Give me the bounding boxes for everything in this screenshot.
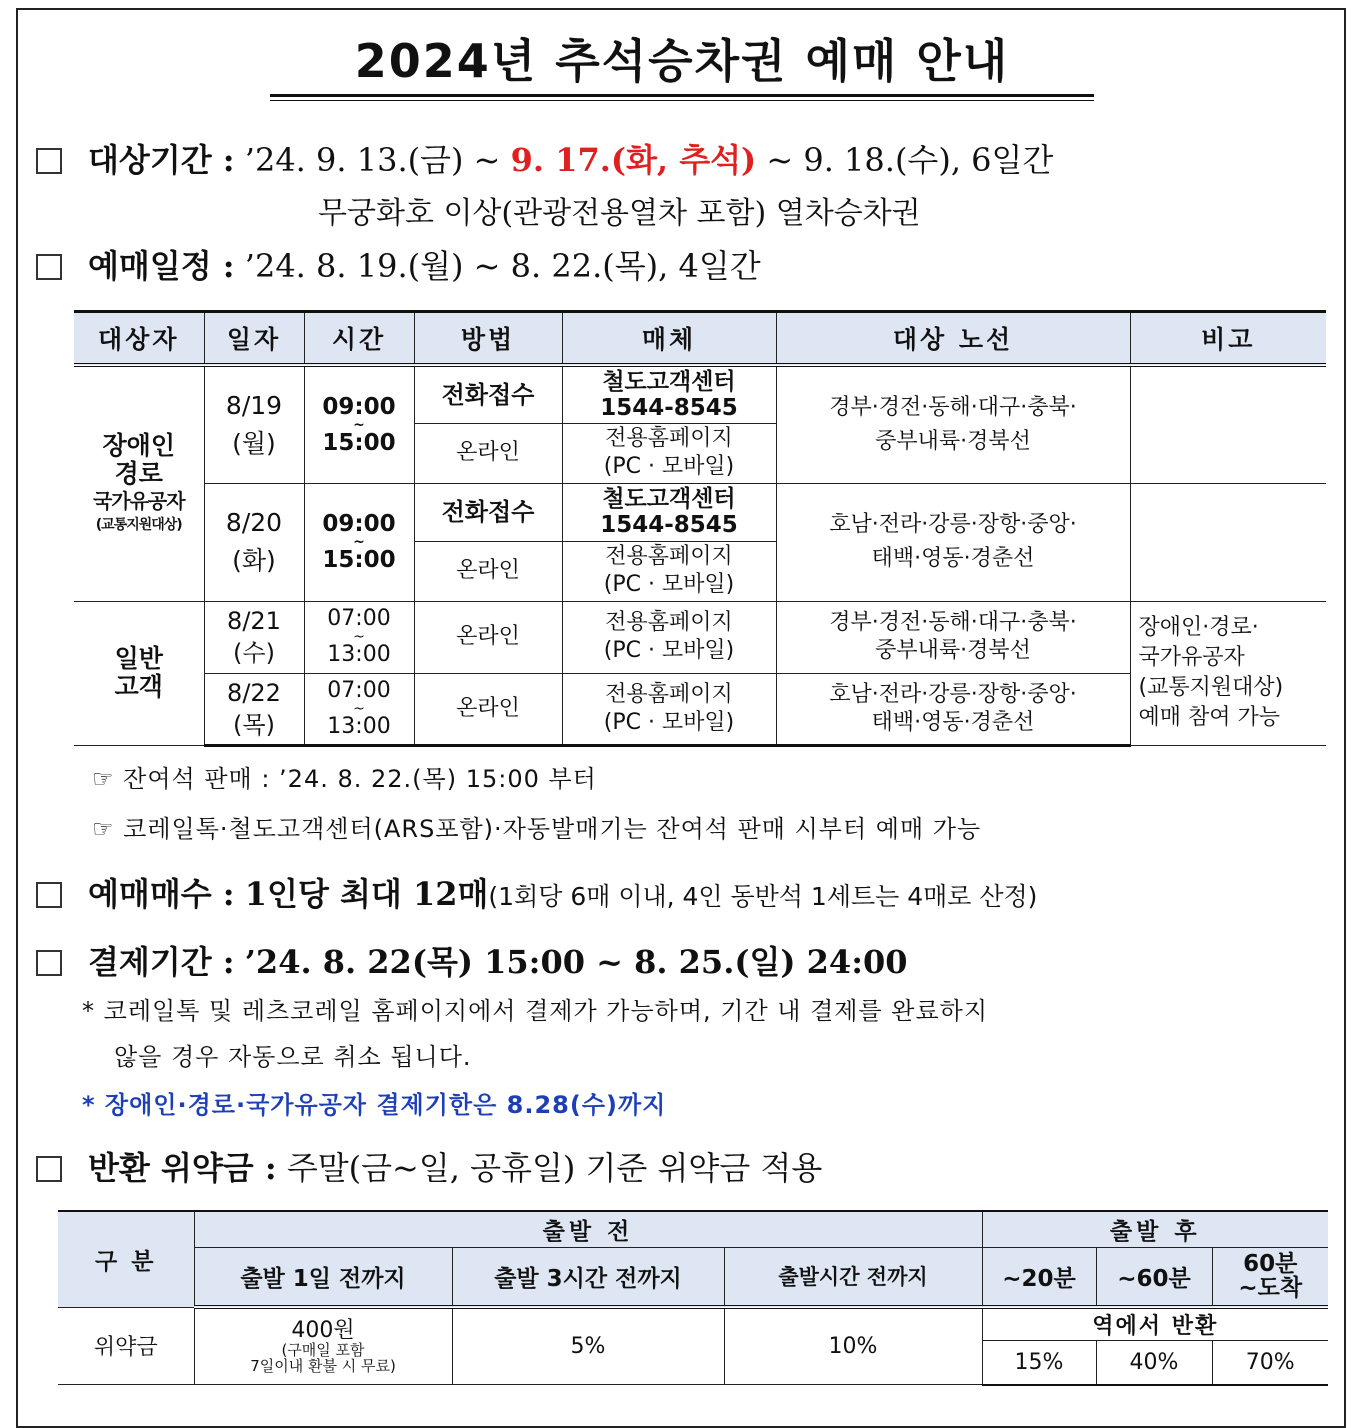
group-label: 국가유공자 (92, 488, 185, 513)
asterisk-icon: * (82, 997, 95, 1025)
payment-period: ’24. 8. 22(목) 15:00 ~ 8. 25.(일) 24:00 (244, 943, 908, 981)
period-text-holiday: 9. 17.(화, 추석) (510, 141, 757, 179)
page-title: 2024년 추석승차권 예매 안내 (354, 34, 1010, 88)
schedule-section (36, 244, 761, 288)
row-label: 위약금 (58, 1307, 194, 1385)
media-line: 철도고객센터 (602, 486, 736, 512)
remark-line: (교통지원대상) (1138, 675, 1284, 700)
media-online (562, 601, 776, 673)
remark-cell (1130, 601, 1326, 745)
time-start: 07:00 (327, 677, 391, 703)
quantity-section (36, 872, 1037, 919)
day: (월) (232, 428, 276, 458)
col-header: 대상 노선 (776, 312, 1130, 366)
fee-cell: 40% (1096, 1341, 1212, 1385)
day: (화) (232, 546, 276, 575)
media-line: (PC · 모바일) (603, 638, 735, 663)
group-label: (교통지원대상) (95, 516, 182, 533)
col-header: 매체 (562, 312, 776, 366)
refund-table (58, 1210, 1328, 1386)
payment-note-priority (82, 1088, 666, 1122)
tilde: ~ (353, 629, 365, 645)
period-text-b: ~ 9. 18.(수), 6일간 (756, 141, 1054, 179)
method-online: 온라인 (414, 673, 562, 745)
date: 8/21 (227, 607, 281, 635)
payment-note-line1: 코레일톡 및 레츠코레일 홈페이지에서 결제가 가능하며, 기간 내 결제를 완료하지 (103, 997, 988, 1025)
fee-cell: 15% (982, 1341, 1096, 1385)
time-cell (304, 673, 414, 745)
payment-note (82, 994, 988, 1028)
quantity-max: 1인당 최대 12매 (244, 875, 489, 913)
group-label: 일반 (114, 644, 163, 673)
fee-note: 7일이내 환불 시 무료) (250, 1356, 396, 1375)
col-header: ~20분 (982, 1247, 1096, 1307)
refund-label: 반환 위약금 : (88, 1149, 277, 1187)
time-cell (304, 365, 414, 483)
group-general (74, 601, 204, 745)
table-row (74, 601, 1326, 673)
day: (목) (233, 710, 275, 739)
media-line: (PC · 모바일) (603, 454, 735, 479)
col-header: 출발 3시간 전까지 (452, 1247, 724, 1307)
refund-section (36, 1146, 822, 1190)
col-header: 대상자 (74, 312, 204, 366)
group-label: 장애인 (102, 430, 175, 460)
date: 8/22 (227, 678, 281, 707)
pointer-icon: ☞ (92, 765, 115, 793)
media-line: (PC · 모바일) (603, 709, 735, 735)
time-start: 07:00 (327, 606, 391, 631)
group-special (74, 365, 204, 601)
route-line: 경부·경전·동해·대구·충북· (829, 394, 1077, 420)
media-line: 전용홈페이지 (605, 544, 733, 569)
route-line: 중부내륙·경북선 (875, 638, 1031, 663)
tilde: ~ (353, 534, 365, 550)
checkbox-icon (36, 254, 62, 280)
group-label: 고객 (114, 672, 163, 701)
time-end: 13:00 (327, 642, 391, 667)
route-line: 태백·영동·경춘선 (871, 709, 1035, 735)
col-header-line: 60분 (1243, 1251, 1298, 1278)
note-text: 잔여석 판매 : ’24. 8. 22.(목) 15:00 부터 (123, 765, 597, 793)
table-row (74, 483, 1326, 541)
method-online: 온라인 (414, 423, 562, 483)
schedule-table (74, 310, 1326, 747)
col-header-category: 구 분 (58, 1211, 194, 1307)
time-end: 15:00 (322, 547, 396, 573)
method-online: 온라인 (414, 601, 562, 673)
col-header-after: 출발 후 (982, 1211, 1328, 1247)
checkbox-icon (36, 950, 62, 976)
refund-text: 주말(금~일, 공휴일) 기준 위약금 적용 (286, 1149, 823, 1187)
fee-cell (194, 1307, 452, 1385)
quantity-detail: (1회당 6매 이내, 4인 동반석 1세트는 4매로 산정) (488, 882, 1038, 911)
table-header-row (58, 1247, 1328, 1307)
media-line: 철도고객센터 (602, 368, 736, 395)
fee-cell: 70% (1212, 1341, 1328, 1385)
time-cell (304, 483, 414, 601)
remark-cell (1130, 483, 1326, 601)
media-line: (PC · 모바일) (603, 572, 735, 597)
route-line: 중부내륙·경북선 (875, 428, 1031, 454)
tilde: ~ (353, 416, 365, 433)
date-cell (204, 365, 304, 483)
table-row (58, 1307, 1328, 1341)
schedule-label: 예매일정 : (88, 247, 235, 285)
media-line: 전용홈페이지 (605, 610, 733, 635)
remark-line: 국가유공자 (1138, 645, 1245, 670)
col-header: ~60분 (1096, 1247, 1212, 1307)
table-header-row (58, 1211, 1328, 1247)
date-cell (204, 673, 304, 745)
time-end: 13:00 (327, 713, 391, 739)
col-header: 일자 (204, 312, 304, 366)
remark-line: 예매 참여 가능 (1138, 705, 1280, 730)
media-line: 1544-8545 (600, 394, 738, 421)
col-header-before: 출발 전 (194, 1211, 982, 1247)
col-header: 출발 1일 전까지 (194, 1247, 452, 1307)
quantity-label: 예매매수 : (88, 875, 235, 913)
period-label: 대상기간 : (88, 141, 235, 179)
route-cell (776, 673, 1130, 745)
title-underline (270, 94, 1094, 97)
route-cell (776, 483, 1130, 601)
remark-line: 장애인·경로· (1138, 615, 1259, 640)
time-start: 09:00 (322, 393, 396, 420)
checkbox-icon (36, 1156, 62, 1182)
checkbox-icon (36, 148, 62, 174)
route-cell (776, 601, 1130, 673)
col-header-line: ~도착 (1238, 1275, 1303, 1302)
method-phone: 전화접수 (414, 365, 562, 423)
time-cell (304, 601, 414, 673)
table-header-row (74, 312, 1326, 366)
note-text: 코레일톡·철도고객센터(ARS포함)·자동발매기는 잔여석 판매 시부터 예매 가능 (123, 815, 982, 843)
title-underline-thin (270, 100, 1094, 101)
media-line: 전용홈페이지 (605, 426, 733, 451)
method-phone: 전화접수 (414, 483, 562, 541)
tilde: ~ (353, 700, 365, 717)
group-label: 경로 (114, 458, 163, 488)
route-line: 태백·영동·경춘선 (871, 546, 1035, 571)
route-cell (776, 365, 1130, 483)
route-line: 경부·경전·동해·대구·충북· (829, 610, 1077, 635)
payment-label: 결제기간 : (88, 943, 235, 981)
col-header (1212, 1247, 1328, 1307)
col-header: 출발시간 전까지 (724, 1247, 982, 1307)
pointer-icon: ☞ (92, 815, 115, 843)
date-cell (204, 601, 304, 673)
date: 8/20 (225, 508, 283, 537)
station-return: 역에서 반환 (982, 1307, 1328, 1341)
asterisk-icon: * (82, 1091, 96, 1119)
time-end: 15:00 (322, 429, 396, 456)
note-remaining-seats (92, 762, 597, 796)
checkbox-icon (36, 882, 62, 908)
route-line: 호남·전라·강릉·장항·중앙· (829, 681, 1077, 707)
date-cell (204, 483, 304, 601)
method-online: 온라인 (414, 541, 562, 601)
time-start: 09:00 (322, 511, 396, 537)
table-row (74, 365, 1326, 423)
media-online (562, 423, 776, 483)
media-phone (562, 365, 776, 423)
period-section (36, 138, 1053, 182)
payment-priority-text: 장애인·경로·국가유공자 결제기한은 8.28(수)까지 (104, 1091, 667, 1119)
payment-section (36, 940, 908, 984)
schedule-text: ’24. 8. 19.(월) ~ 8. 22.(목), 4일간 (244, 247, 761, 285)
media-online (562, 673, 776, 745)
fee-note: (구매일 포함 (281, 1340, 365, 1359)
period-trains: 무궁화호 이상(관광전용열차 포함) 열차승차권 (318, 196, 921, 231)
date: 8/19 (225, 390, 283, 420)
day: (수) (233, 639, 275, 667)
period-text-a: ’24. 9. 13.(금) ~ (244, 141, 511, 179)
payment-note-line2: 않을 경우 자동으로 취소 됩니다. (114, 1043, 472, 1071)
fee-cell: 5% (452, 1307, 724, 1385)
col-header: 방법 (414, 312, 562, 366)
col-header: 비고 (1130, 312, 1326, 366)
media-line: 전용홈페이지 (605, 681, 733, 707)
col-header: 시간 (304, 312, 414, 366)
fee-value: 400원 (291, 1317, 355, 1343)
remark-cell (1130, 365, 1326, 483)
media-phone (562, 483, 776, 541)
media-line: 1544-8545 (600, 512, 738, 538)
media-online (562, 541, 776, 601)
note-channels (92, 812, 981, 846)
route-line: 호남·전라·강릉·장항·중앙· (829, 512, 1077, 537)
fee-cell: 10% (724, 1307, 982, 1385)
